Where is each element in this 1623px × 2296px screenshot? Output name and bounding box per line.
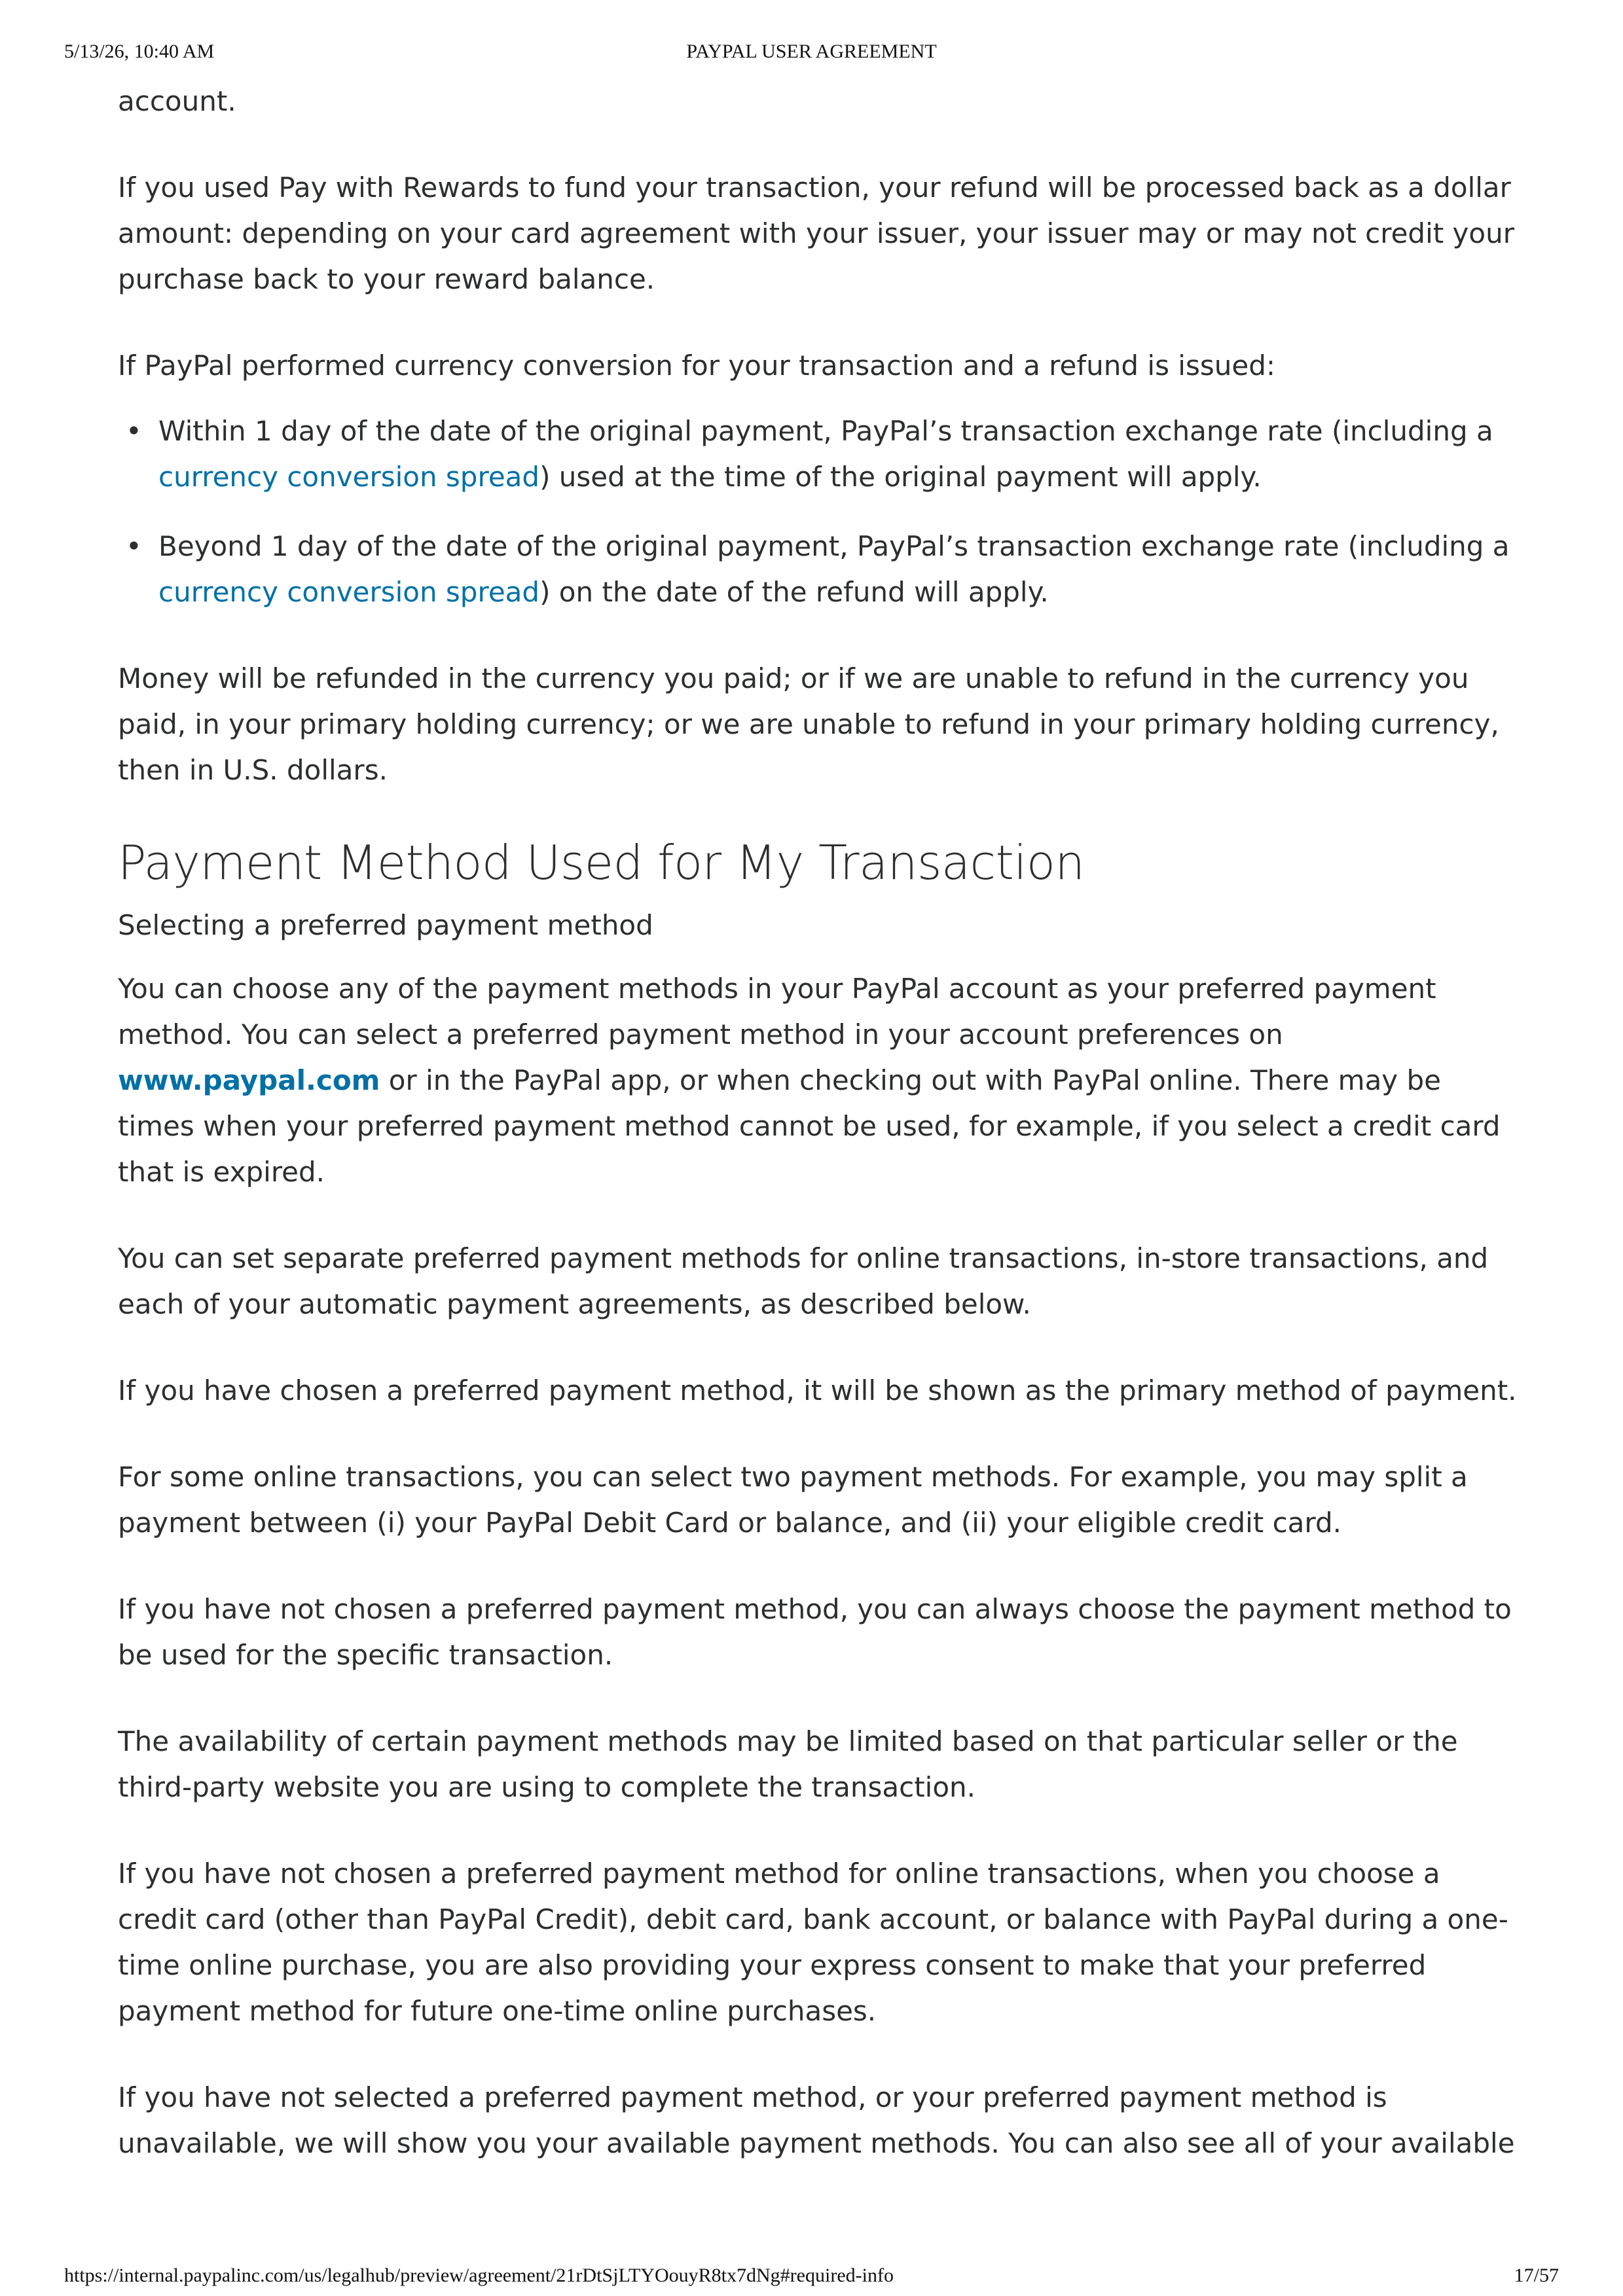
paragraph-not-chosen: If you have not chosen a preferred payment method, you can always choose the payment method to be used for the specific transaction.: [118, 1593, 1512, 1671]
paragraph-choose-preferred: [118, 966, 1525, 1195]
print-header: [0, 41, 1623, 67]
paragraph-express-consent: If you have not chosen a preferred payment method for online transactions, when you choose a credit card (other than PayPal Credit), debit card, bank account, or balance with PayPal during a one-time online purchase, you are also providing your express consent to make that your preferred payment method for future one-time online purchases.: [118, 1857, 1508, 2027]
bullet-icon: •: [126, 530, 142, 562]
section-title: Payment Method Used for My Transaction: [118, 835, 1085, 890]
paragraph-continued: account.: [118, 85, 236, 117]
paragraph-text: or in the PayPal app, or when checking out with PayPal online. There may be times when your preferred payment method cannot be used, for example, if you select a credit card that is expired.: [118, 1064, 1501, 1188]
print-datetime: 5/13/26, 10:40 AM: [64, 41, 215, 62]
print-url: https://internal.paypalinc.com/us/legalhub/preview/agreement/21rDtSjLTYOouyR8tx7dNg#required-info: [64, 2265, 894, 2286]
print-title: PAYPAL USER AGREEMENT: [686, 41, 937, 62]
list-item-text: Beyond 1 day of the date of the original payment, PayPal’s transaction exchange rate (including a: [158, 530, 1510, 562]
list-item-text: Within 1 day of the date of the original payment, PayPal’s transaction exchange rate (including a: [158, 415, 1493, 447]
currency-conversion-spread-link[interactable]: currency conversion spread: [158, 461, 540, 493]
print-footer: [0, 2265, 1623, 2291]
paragraph-pay-with-rewards: If you used Pay with Rewards to fund your transaction, your refund will be processed back as a dollar amount: depending on your card agreement with your issuer, your issuer may or may not credit your purchase back to your reward balance.: [118, 171, 1514, 295]
bullet-icon: •: [126, 415, 142, 447]
paragraph-split-payment: For some online transactions, you can select two payment methods. For example, you may split a payment between (i) your PayPal Debit Card or balance, and (ii) your eligible credit card.: [118, 1461, 1468, 1539]
paragraph-unavailable: If you have not selected a preferred payment method, or your preferred payment method is unavailable, we will show you your available payment methods. You can also see all of your available: [118, 2081, 1515, 2159]
paragraph-separate-methods: You can set separate preferred payment methods for online transactions, in-store transactions, and each of your automatic payment agreements, as described below.: [118, 1242, 1489, 1320]
currency-conversion-spread-link[interactable]: currency conversion spread: [158, 576, 540, 608]
list-item: [118, 524, 1525, 615]
conversion-list: [118, 408, 1525, 615]
paragraph-money-refunded: Money will be refunded in the currency you paid; or if we are unable to refund in the currency you paid, in your primary holding currency; or we are unable to refund in your primary holding currency, then in U.S. dollars.: [118, 662, 1499, 786]
paragraph-availability: The availability of certain payment methods may be limited based on that particular seller or the third-party website you are using to complete the transaction.: [118, 1725, 1458, 1803]
document-body: [118, 79, 1525, 2207]
subheading: Selecting a preferred payment method: [118, 909, 653, 941]
paragraph-primary-method: If you have chosen a preferred payment method, it will be shown as the primary method of payment.: [118, 1374, 1517, 1407]
paypal-website-link[interactable]: www.paypal.com: [118, 1064, 380, 1096]
paragraph-conversion-intro: If PayPal performed currency conversion for your transaction and a refund is issued:: [118, 350, 1275, 382]
list-item-text: ) used at the time of the original payment will apply.: [539, 461, 1262, 493]
paragraph-text: You can choose any of the payment methods in your PayPal account as your preferred payment method. You can select a preferred payment method in your account preferences on: [118, 973, 1436, 1050]
list-item-text: ) on the date of the refund will apply.: [539, 576, 1049, 608]
print-page-number: 17/57: [1514, 2265, 1559, 2286]
list-item: [118, 408, 1525, 500]
